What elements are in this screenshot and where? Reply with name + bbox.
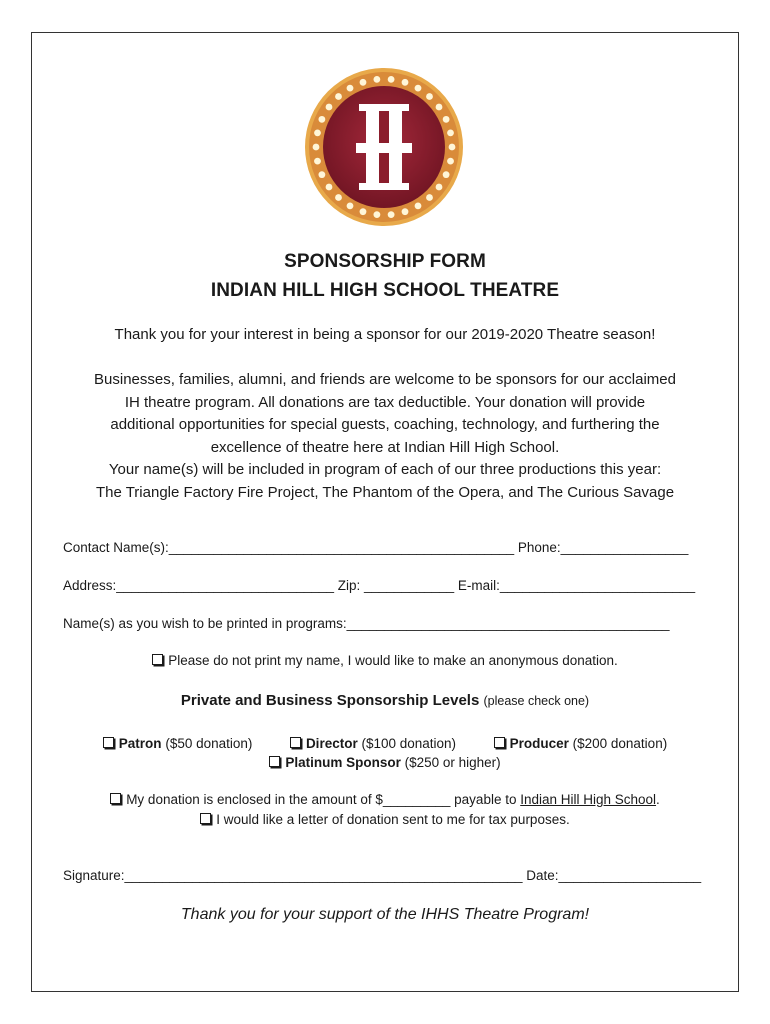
donation-enclosed-checkbox[interactable] [110,793,121,804]
tax-letter-option [40,812,730,827]
marquee-bulb [402,208,409,215]
address-zip-email-field[interactable]: Address:_____________________________ Zip: ____________ E-mail:__________________________ [63,578,696,593]
director-checkbox[interactable] [290,737,301,748]
signature-date-field[interactable]: Signature:_____________________________________________________ Date:___________________ [63,868,702,883]
marquee-bulb [447,158,454,165]
platinum-checkbox[interactable] [269,756,280,767]
marquee-bulb [373,211,380,218]
levels-heading [40,692,730,709]
director-detail: ($100 donation) [361,736,457,751]
school-title: INDIAN HILL HIGH SCHOOL THEATRE [210,280,560,301]
marquee-bulb [314,129,321,136]
donation-suffix: . [656,792,660,807]
levels-row-1 [40,736,730,751]
contact-phone-field[interactable]: Contact Name(s):______________________________________________ Phone:_________________ [63,540,689,555]
marquee-bulb [347,85,354,92]
patron-detail: ($50 donation) [165,736,253,751]
form-title: SPONSORSHIP FORM [284,251,486,272]
marquee-bulb [318,171,325,178]
intro-line: IH theatre program. All donations are tax deductible. Your donation will provide [124,393,646,411]
producer-label: Producer [509,736,569,751]
marquee-bulb [436,184,443,191]
producer-checkbox[interactable] [494,737,505,748]
program-names-field[interactable]: Name(s) as you wish to be printed in programs:___________________________________________ [63,616,670,631]
intro-line: Businesses, families, alumni, and friends are welcome to be sponsors for our acclaimed [94,371,676,388]
ih-theatre-logo [304,67,464,227]
intro-line: additional opportunities for special guests, coaching, technology, and furthering the [110,416,660,433]
intro-thanks: Thank you for your interest in being a sponsor for our 2019-2020 Theatre season! [114,326,656,343]
payee-name: Indian Hill High School [520,792,657,807]
marquee-bulb [326,184,333,191]
levels-heading-note: (please check one) [483,694,590,708]
producer-detail: ($200 donation) [572,736,668,751]
tax-letter-checkbox[interactable] [200,813,211,824]
marquee-bulb [443,116,450,123]
anonymous-option [40,653,730,668]
marquee-bulb [449,144,456,151]
marquee-bulb [335,194,342,201]
marquee-bulb [447,129,454,136]
marquee-bulb [415,85,422,92]
intro-line: excellence of theatre here at Indian Hill High School. [210,438,560,456]
platinum-detail: ($250 or higher) [404,755,501,770]
marquee-bulb [373,76,380,83]
marquee-bulb [402,79,409,86]
closing-message: Thank you for your support of the IHHS Theatre Program! [180,906,590,923]
marquee-bulb [313,144,320,151]
marquee-bulb [388,211,395,218]
marquee-bulb [326,104,333,111]
marquee-bulb [314,158,321,165]
director-label: Director [305,736,358,751]
donation-enclosed-option [40,792,730,807]
intro-line: Your name(s) will be included in program of each of our three productions this year: [108,461,662,478]
marquee-bulb [426,93,433,100]
marquee-bulb [436,104,443,111]
intro-line: The Triangle Factory Fire Project, The Phantom of the Opera, and The Curious Savage [95,483,675,501]
tax-letter-text: I would like a letter of donation sent to me for tax purposes. [216,812,570,827]
patron-checkbox[interactable] [103,737,114,748]
marquee-bulb [360,208,367,215]
levels-row-2 [40,755,730,770]
anonymous-checkbox[interactable] [152,654,163,665]
marquee-bulb [360,79,367,86]
levels-heading-text: Private and Business Sponsorship Levels [180,692,480,709]
marquee-bulb [443,171,450,178]
marquee-bulb [318,116,325,123]
platinum-label: Platinum Sponsor [285,755,401,770]
intro-paragraph [40,369,730,504]
donation-enclosed-text: My donation is enclosed in the amount of $_________ payable to [126,792,521,807]
marquee-bulb [347,202,354,209]
anonymous-label: Please do not print my name, I would like to make an anonymous donation. [168,653,618,668]
marquee-bulb [415,202,422,209]
patron-label: Patron [118,736,162,751]
marquee-bulb [335,93,342,100]
marquee-bulb [388,76,395,83]
marquee-bulb [426,194,433,201]
